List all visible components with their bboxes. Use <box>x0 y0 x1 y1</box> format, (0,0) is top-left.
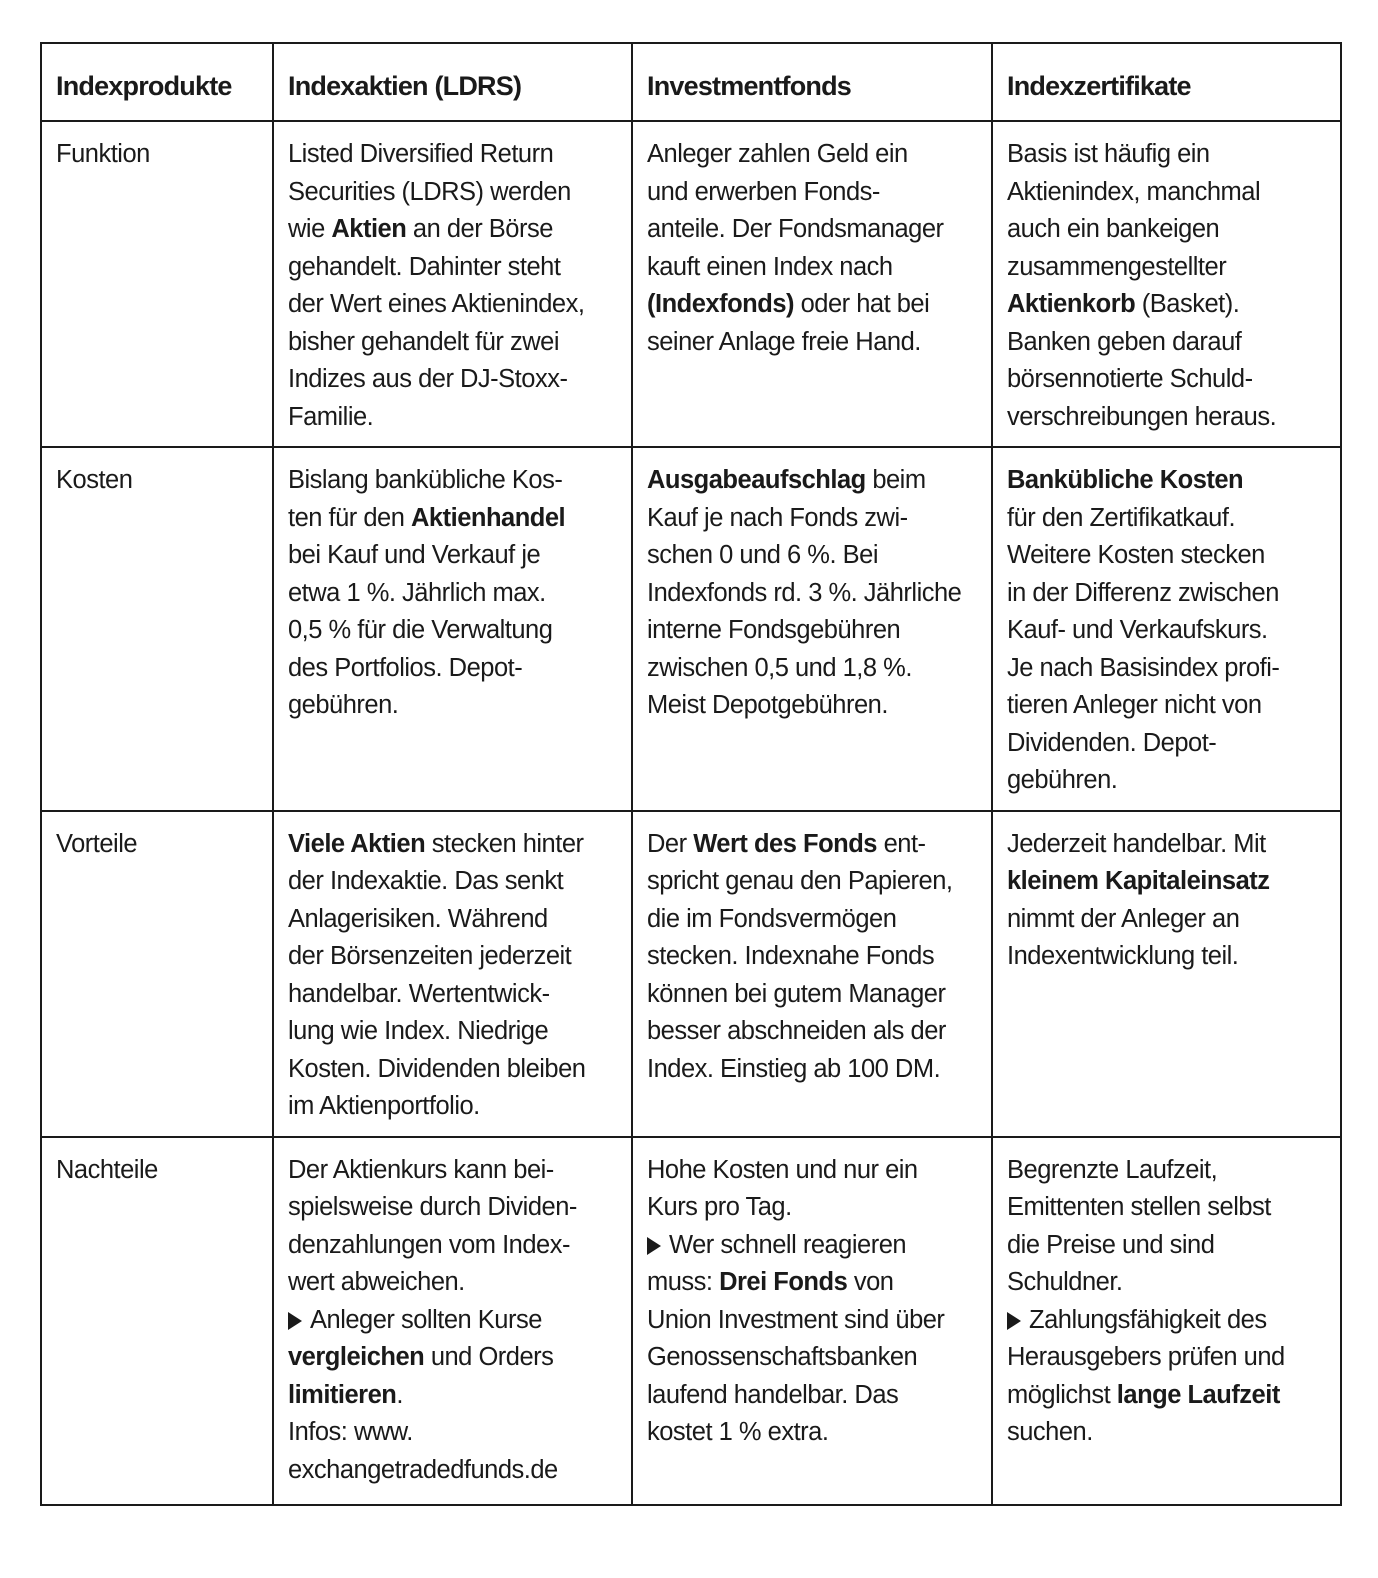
text: lung wie Index. Niedrige <box>288 1017 549 1045</box>
arrow-right-icon <box>647 1237 661 1255</box>
cell-text-line <box>647 500 981 538</box>
text: Kauf- und Verkaufskurs. <box>1007 616 1268 644</box>
text: Meist Depotgebühren. <box>647 691 888 719</box>
text: Securities (LDRS) werden <box>288 177 571 206</box>
text: Basis ist häufig ein <box>1007 140 1210 168</box>
bold-text: Wert des Fonds <box>693 829 877 858</box>
text: die Preise und sind <box>1007 1230 1215 1259</box>
table-row-kosten <box>41 447 1341 811</box>
cell-text-line <box>1007 863 1330 901</box>
text: von <box>847 1268 894 1296</box>
header-row <box>41 43 1341 121</box>
cell-text-line <box>647 324 981 362</box>
cell-text-line <box>1007 399 1330 437</box>
comparison-table-wrapper <box>40 42 1340 1506</box>
cell-text-line <box>288 1013 621 1051</box>
text: wie <box>288 215 332 243</box>
text: suchen. <box>1007 1418 1093 1446</box>
cell-funktion-investmentfonds <box>632 121 992 447</box>
bold-text: kleinem Kapitaleinsatz <box>1007 867 1270 895</box>
table-row-vorteile <box>41 811 1341 1137</box>
text: stecken hinter <box>425 829 584 858</box>
bold-text: Aktien <box>331 215 407 243</box>
text: Wer schnell reagieren <box>669 1230 907 1259</box>
cell-text-line <box>288 1302 621 1340</box>
text: Kurs pro Tag. <box>647 1193 792 1221</box>
bold-text: Aktienkorb <box>1007 290 1136 318</box>
cell-text-line <box>288 136 621 174</box>
text: Genossenschaftsbanken <box>647 1343 918 1371</box>
cell-text-line <box>647 938 981 976</box>
cell-text-line <box>1007 462 1330 500</box>
text: interne Fondsgebühren <box>647 616 901 644</box>
text: Der Aktienkurs kann bei- <box>288 1155 554 1184</box>
cell-text-line <box>288 650 621 688</box>
cell-text-line <box>647 612 981 650</box>
cell-text-line <box>288 1051 621 1089</box>
cell-kosten-indexaktien <box>273 447 632 811</box>
text: seiner Anlage freie Hand. <box>647 327 921 356</box>
cell-text-line <box>288 901 621 939</box>
text: ent- <box>877 829 926 858</box>
arrow-right-icon <box>288 1312 302 1330</box>
cell-text-line <box>647 1051 981 1089</box>
text: stecken. Indexnahe Fonds <box>647 942 935 970</box>
text: der Börsenzeiten jederzeit <box>288 942 572 970</box>
cell-text-line <box>647 462 981 500</box>
cell-text-line <box>288 1452 621 1490</box>
cell-text-line <box>647 136 981 174</box>
header-indexprodukte: Indexprodukte <box>41 43 273 121</box>
text: Dividenden. Depot- <box>1007 728 1217 757</box>
cell-text-line <box>1007 826 1330 864</box>
text: 0,5 % für die Verwaltung <box>288 616 553 644</box>
bold-text: Viele Aktien <box>288 829 426 858</box>
cell-text-line <box>1007 938 1330 976</box>
cell-text-line <box>647 863 981 901</box>
text: laufend handelbar. Das <box>647 1380 899 1409</box>
cell-text-line <box>1007 687 1330 725</box>
bold-text: Aktienhandel <box>411 503 566 532</box>
text: Anlagerisiken. Während <box>288 904 548 933</box>
text: spielsweise durch Dividen- <box>288 1193 577 1221</box>
text: Herausgebers prüfen und <box>1007 1343 1285 1371</box>
cell-text-line <box>1007 1189 1330 1227</box>
text: Emittenten stellen selbst <box>1007 1193 1271 1221</box>
header-indexzertifikate: Indexzertifikate <box>992 43 1341 121</box>
row-label-kosten: Kosten <box>41 447 273 811</box>
bold-text: Ausgabeaufschlag <box>647 466 866 494</box>
row-label-nachteile: Nachteile <box>41 1137 273 1505</box>
text: Begrenzte Laufzeit, <box>1007 1155 1218 1184</box>
cell-text-line <box>1007 211 1330 249</box>
cell-text-line <box>647 1013 981 1051</box>
text: . <box>396 1380 403 1409</box>
text: Listed Diversified Return <box>288 140 554 168</box>
cell-text-line <box>1007 136 1330 174</box>
text: Indizes aus der DJ-Stoxx- <box>288 365 568 393</box>
text: Kauf je nach Fonds zwi- <box>647 503 908 532</box>
text: Index. Einstieg ab 100 DM. <box>647 1054 941 1083</box>
text: für den Zertifikatkauf. <box>1007 503 1236 532</box>
text: zwischen 0,5 und 1,8 %. <box>647 653 912 682</box>
cell-nachteile-indexaktien <box>273 1137 632 1505</box>
text: ten für den <box>288 503 412 532</box>
cell-kosten-investmentfonds <box>632 447 992 811</box>
cell-text-line <box>647 1227 981 1265</box>
cell-text-line <box>1007 1414 1330 1452</box>
cell-text-line <box>1007 575 1330 613</box>
text: Banken geben darauf <box>1007 327 1242 356</box>
text: des Portfolios. Depot- <box>288 653 523 682</box>
text: Zahlungsfähigkeit des <box>1029 1305 1267 1334</box>
cell-vorteile-investmentfonds <box>632 811 992 1137</box>
cell-text-line <box>288 286 621 324</box>
text: Infos: www. <box>288 1418 413 1446</box>
cell-text-line <box>1007 1302 1330 1340</box>
cell-text-line <box>1007 1152 1330 1190</box>
cell-text-line <box>647 1264 981 1302</box>
row-label-funktion: Funktion <box>41 121 273 447</box>
text: Familie. <box>288 402 374 431</box>
text: börsennotierte Schuld- <box>1007 365 1253 393</box>
cell-text-line <box>288 1189 621 1227</box>
text: anteile. Der Fondsmanager <box>647 215 944 243</box>
text: und Orders <box>424 1343 554 1371</box>
text: Hohe Kosten und nur ein <box>647 1155 918 1184</box>
cell-nachteile-investmentfonds <box>632 1137 992 1505</box>
text: wert abweichen. <box>288 1268 465 1296</box>
text: zusammengestellter <box>1007 252 1227 281</box>
cell-text-line <box>647 901 981 939</box>
header-indexaktien: Indexaktien (LDRS) <box>273 43 632 121</box>
cell-text-line <box>1007 1377 1330 1415</box>
bold-text: Bankübliche Kosten <box>1007 466 1244 494</box>
text: tieren Anleger nicht von <box>1007 691 1262 719</box>
text: oder hat bei <box>794 290 930 318</box>
text: können bei gutem Manager <box>647 979 946 1008</box>
cell-text-line <box>647 1189 981 1227</box>
text: und erwerben Fonds- <box>647 177 880 206</box>
text: Schuldner. <box>1007 1268 1123 1296</box>
text: Bislang bankübliche Kos- <box>288 466 563 494</box>
cell-text-line <box>288 462 621 500</box>
cell-text-line <box>288 826 621 864</box>
text: Jederzeit handelbar. Mit <box>1007 829 1266 858</box>
cell-text-line <box>647 826 981 864</box>
text: auch ein bankeigen <box>1007 215 1220 243</box>
text: Der <box>647 829 694 858</box>
text: Kosten. Dividenden bleiben <box>288 1054 586 1083</box>
cell-text-line <box>288 1414 621 1452</box>
text: Indexfonds rd. 3 %. Jährliche <box>647 578 962 607</box>
cell-text-line <box>1007 650 1330 688</box>
arrow-right-icon <box>1007 1312 1021 1330</box>
cell-text-line <box>1007 901 1330 939</box>
cell-text-line <box>1007 286 1330 324</box>
cell-text-line <box>288 399 621 437</box>
table-header <box>41 43 1341 121</box>
cell-text-line <box>288 1152 621 1190</box>
text: der Indexaktie. Das senkt <box>288 867 564 895</box>
text: Aktienindex, manchmal <box>1007 177 1261 206</box>
cell-text-line <box>647 650 981 688</box>
cell-text-line <box>647 211 981 249</box>
row-label-vorteile: Vorteile <box>41 811 273 1137</box>
text: handelbar. Wertentwick- <box>288 979 550 1008</box>
cell-text-line <box>647 174 981 212</box>
text: Je nach Basisindex profi- <box>1007 653 1280 682</box>
text: etwa 1 %. Jährlich max. <box>288 578 546 607</box>
cell-text-line <box>288 1339 621 1377</box>
cell-text-line <box>288 938 621 976</box>
cell-text-line <box>1007 762 1330 800</box>
text: (Basket). <box>1135 290 1240 318</box>
text: kostet 1 % extra. <box>647 1418 829 1446</box>
cell-text-line <box>1007 361 1330 399</box>
bold-text: (Indexfonds) <box>647 290 794 318</box>
cell-text-line <box>1007 612 1330 650</box>
cell-text-line <box>1007 500 1330 538</box>
cell-text-line <box>288 687 621 725</box>
cell-text-line <box>1007 249 1330 287</box>
cell-vorteile-indexzertifikate <box>992 811 1341 1137</box>
text: schen 0 und 6 %. Bei <box>647 541 878 569</box>
text: verschreibungen heraus. <box>1007 402 1277 431</box>
text: an der Börse <box>406 215 553 243</box>
table-row-funktion <box>41 121 1341 447</box>
cell-text-line <box>288 500 621 538</box>
text: gebühren. <box>288 691 399 719</box>
text: bei Kauf und Verkauf je <box>288 541 541 569</box>
text: Anleger sollten Kurse <box>310 1305 542 1334</box>
text: in der Differenz zwischen <box>1007 578 1279 607</box>
table-body <box>41 121 1341 1505</box>
text: Weitere Kosten stecken <box>1007 541 1265 569</box>
cell-text-line <box>1007 1339 1330 1377</box>
cell-vorteile-indexaktien <box>273 811 632 1137</box>
bold-text: Drei Fonds <box>719 1268 848 1296</box>
cell-text-line <box>647 575 981 613</box>
cell-text-line <box>647 1152 981 1190</box>
text: gebühren. <box>1007 766 1118 794</box>
cell-text-line <box>288 1088 621 1126</box>
cell-text-line <box>288 537 621 575</box>
bold-text: vergleichen <box>288 1343 425 1371</box>
text: besser abschneiden als der <box>647 1017 946 1045</box>
index-products-comparison-table <box>40 42 1342 1506</box>
cell-kosten-indexzertifikate <box>992 447 1341 811</box>
text: spricht genau den Papieren, <box>647 867 953 895</box>
text: denzahlungen vom Index- <box>288 1230 570 1259</box>
text: die im Fondsvermögen <box>647 904 897 933</box>
cell-text-line <box>647 687 981 725</box>
table-row-nachteile <box>41 1137 1341 1505</box>
cell-nachteile-indexzertifikate <box>992 1137 1341 1505</box>
text: Union Investment sind über <box>647 1305 945 1334</box>
text: der Wert eines Aktienindex, <box>288 290 585 318</box>
cell-funktion-indexzertifikate <box>992 121 1341 447</box>
cell-text-line <box>1007 537 1330 575</box>
cell-text-line <box>288 612 621 650</box>
cell-text-line <box>647 1414 981 1452</box>
cell-text-line <box>647 1377 981 1415</box>
text: gehandelt. Dahinter steht <box>288 252 561 281</box>
cell-text-line <box>647 1302 981 1340</box>
cell-text-line <box>288 1264 621 1302</box>
cell-text-line <box>288 361 621 399</box>
text: möglichst <box>1007 1380 1117 1409</box>
cell-text-line <box>647 976 981 1014</box>
header-investmentfonds: Investmentfonds <box>632 43 992 121</box>
bold-text: limitieren <box>288 1380 397 1409</box>
cell-text-line <box>647 537 981 575</box>
cell-text-line <box>288 1227 621 1265</box>
cell-text-line <box>288 1377 621 1415</box>
cell-text-line <box>1007 1264 1330 1302</box>
text: Anleger zahlen Geld ein <box>647 140 908 168</box>
cell-text-line <box>1007 1227 1330 1265</box>
cell-text-line <box>288 211 621 249</box>
cell-funktion-indexaktien <box>273 121 632 447</box>
cell-text-line <box>288 575 621 613</box>
cell-text-line <box>647 1339 981 1377</box>
cell-text-line <box>1007 725 1330 763</box>
text: muss: <box>647 1268 720 1296</box>
cell-text-line <box>1007 324 1330 362</box>
text: exchangetradedfunds.de <box>288 1455 558 1484</box>
text: kauft einen Index nach <box>647 252 893 281</box>
text: bisher gehandelt für zwei <box>288 327 560 356</box>
text: nimmt der Anleger an <box>1007 904 1240 933</box>
text: im Aktienportfolio. <box>288 1092 480 1120</box>
cell-text-line <box>288 174 621 212</box>
cell-text-line <box>288 249 621 287</box>
cell-text-line <box>647 249 981 287</box>
cell-text-line <box>288 863 621 901</box>
cell-text-line <box>288 976 621 1014</box>
bold-text: lange Laufzeit <box>1116 1380 1280 1409</box>
cell-text-line <box>647 286 981 324</box>
text: beim <box>865 466 926 494</box>
cell-text-line <box>288 324 621 362</box>
cell-text-line <box>1007 174 1330 212</box>
text: Indexentwicklung teil. <box>1007 942 1239 970</box>
